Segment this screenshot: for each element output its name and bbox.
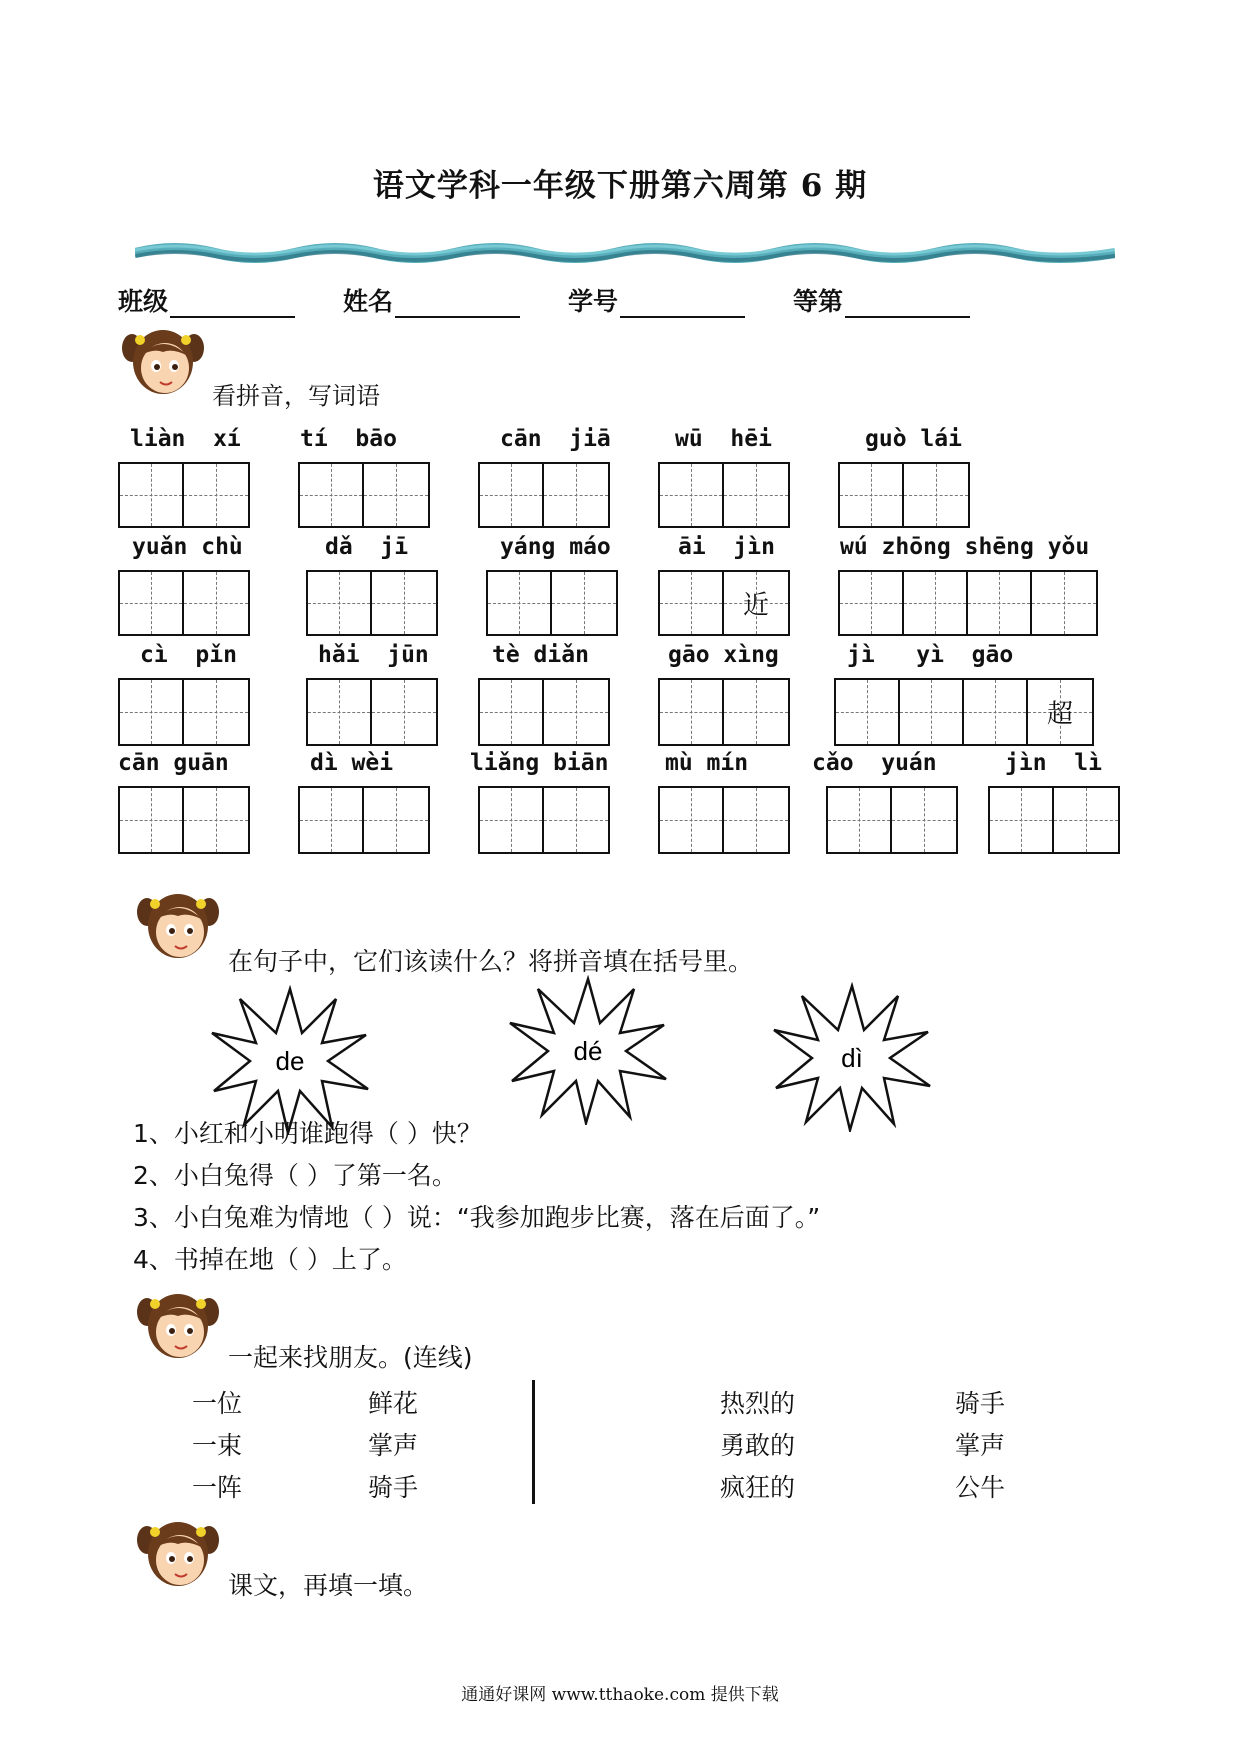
pinyin-label: jìn lì xyxy=(1005,750,1102,776)
option-label: dé xyxy=(573,1036,603,1066)
character-cell[interactable] xyxy=(660,572,724,634)
character-cell[interactable] xyxy=(724,788,788,852)
pinyin-label: cǎo yuán xyxy=(812,750,937,776)
character-cell[interactable] xyxy=(660,464,724,526)
character-writing-grid xyxy=(838,462,970,528)
match-word[interactable]: 一阵 xyxy=(192,1473,243,1502)
character-cell[interactable] xyxy=(308,572,372,634)
character-cell[interactable] xyxy=(544,788,608,852)
character-cell[interactable] xyxy=(120,680,184,744)
character-cell[interactable] xyxy=(1032,572,1096,634)
option-label: dì xyxy=(841,1043,863,1073)
character-cell[interactable] xyxy=(364,788,428,852)
pinyin-label: dǎ jī xyxy=(325,534,409,560)
character-writing-grid xyxy=(838,570,1098,636)
section4-instruction: 课文，再填一填。 xyxy=(228,1571,429,1600)
character-writing-grid xyxy=(826,786,958,854)
character-writing-grid xyxy=(298,462,430,528)
character-cell[interactable] xyxy=(480,788,544,852)
section2-instruction: 在句子中，它们该读什么？将拼音填在括号里。 xyxy=(228,947,754,976)
character-cell[interactable] xyxy=(1028,680,1092,744)
match-word[interactable]: 热烈的 xyxy=(720,1389,796,1418)
character-writing-grid xyxy=(118,570,250,636)
match-word[interactable]: 骑手 xyxy=(368,1473,419,1502)
pinyin-label: guò lái xyxy=(865,426,962,452)
number-blank[interactable] xyxy=(620,290,745,318)
pinyin-label: cān guān xyxy=(118,750,229,776)
character-cell[interactable] xyxy=(892,788,956,852)
character-cell[interactable] xyxy=(184,572,248,634)
character-writing-grid xyxy=(118,786,250,854)
character-cell[interactable] xyxy=(184,680,248,744)
page-title: 语文学科一年级下册第六周第 6 期 xyxy=(372,168,868,204)
character-writing-grid xyxy=(478,678,610,746)
pinyin-label: cì pǐn xyxy=(140,642,237,668)
match-word[interactable]: 一束 xyxy=(192,1431,243,1460)
character-writing-grid xyxy=(988,786,1120,854)
character-writing-grid xyxy=(306,570,438,636)
sentence-3: 3、小白兔难为情地（ ）说：“我参加跑步比赛，落在后面了。” xyxy=(133,1203,821,1232)
character-cell[interactable] xyxy=(120,464,184,526)
match-word[interactable]: 疯狂的 xyxy=(720,1473,796,1502)
class-label: 班级 xyxy=(118,287,169,316)
section1-instruction: 看拼音，写词语 xyxy=(212,382,380,410)
match-right-col1 xyxy=(720,1383,795,1509)
pinyin-label: yuǎn chù xyxy=(132,534,243,560)
character-cell[interactable] xyxy=(372,572,436,634)
match-right-col2 xyxy=(955,1383,1005,1509)
character-writing-grid xyxy=(658,786,790,854)
footer-text: 通通好课网 www.tthaoke.com 提供下载 xyxy=(461,1685,779,1705)
sentence-4: 4、书掉在地（ ）上了。 xyxy=(133,1245,407,1274)
pinyin-label: jì yì gāo xyxy=(847,642,1014,668)
name-field xyxy=(343,282,520,318)
grade-blank[interactable] xyxy=(845,290,970,318)
match-word[interactable]: 公牛 xyxy=(955,1473,1006,1502)
character-writing-grid xyxy=(658,678,790,746)
starburst-option-di xyxy=(772,982,932,1132)
character-cell[interactable] xyxy=(1054,788,1118,852)
character-cell[interactable] xyxy=(120,788,184,852)
character-writing-grid xyxy=(658,570,790,636)
pinyin-label: wū hēi xyxy=(675,426,772,452)
pinyin-label: yáng máo xyxy=(500,534,611,560)
option-label: de xyxy=(275,1046,305,1076)
character-cell[interactable] xyxy=(840,464,904,526)
sentence-1: 1、小红和小明谁跑得（ ）快？ xyxy=(133,1119,482,1148)
character-writing-grid xyxy=(478,786,610,854)
character-cell[interactable] xyxy=(480,464,544,526)
character-cell[interactable] xyxy=(904,464,968,526)
character-cell[interactable] xyxy=(480,680,544,744)
pinyin-label: hǎi jūn xyxy=(318,642,429,668)
character-cell[interactable] xyxy=(544,680,608,744)
character-writing-grid xyxy=(118,678,250,746)
character-cell[interactable] xyxy=(900,680,964,744)
character-cell[interactable] xyxy=(184,464,248,526)
character-cell[interactable] xyxy=(904,572,968,634)
match-word[interactable]: 掌声 xyxy=(955,1431,1006,1460)
character-writing-grid xyxy=(306,678,438,746)
character-cell[interactable] xyxy=(724,680,788,744)
character-cell[interactable] xyxy=(964,680,1028,744)
character-cell[interactable] xyxy=(552,572,616,634)
match-divider xyxy=(532,1380,535,1504)
decorative-wave-divider xyxy=(135,238,1115,268)
character-cell[interactable] xyxy=(300,788,364,852)
pinyin-label: liàn xí xyxy=(130,426,241,452)
class-field xyxy=(118,282,295,318)
pinyin-label: liǎng biān xyxy=(470,750,609,776)
match-left-col2 xyxy=(368,1383,418,1509)
character-cell[interactable] xyxy=(544,464,608,526)
class-blank[interactable] xyxy=(170,290,295,318)
character-cell[interactable] xyxy=(364,464,428,526)
section3-instruction: 一起来找朋友。(连线) xyxy=(228,1343,473,1372)
character-cell[interactable] xyxy=(372,680,436,744)
pinyin-label: gāo xìng xyxy=(668,642,779,668)
character-cell[interactable] xyxy=(184,788,248,852)
character-cell[interactable] xyxy=(968,572,1032,634)
match-word[interactable]: 鲜花 xyxy=(368,1389,419,1418)
sentence-2: 2、小白兔得（ ）了第一名。 xyxy=(133,1161,457,1190)
starburst-option-de2 xyxy=(508,975,668,1125)
character-cell[interactable] xyxy=(488,572,552,634)
given-character: 近 xyxy=(742,590,769,621)
pinyin-label: cān jiā xyxy=(500,426,611,452)
character-cell[interactable] xyxy=(300,464,364,526)
character-writing-grid xyxy=(118,462,250,528)
character-cell[interactable] xyxy=(120,572,184,634)
character-writing-grid xyxy=(478,462,610,528)
name-label: 姓名 xyxy=(343,287,394,316)
pinyin-label: tí bāo xyxy=(300,426,397,452)
character-writing-grid xyxy=(298,786,430,854)
character-cell[interactable] xyxy=(308,680,372,744)
girl-mascot-icon xyxy=(133,882,223,964)
character-cell[interactable] xyxy=(836,680,900,744)
character-cell[interactable] xyxy=(828,788,892,852)
character-cell[interactable] xyxy=(724,464,788,526)
grade-label: 等第 xyxy=(793,287,844,316)
character-writing-grid xyxy=(486,570,618,636)
character-cell[interactable] xyxy=(660,788,724,852)
girl-mascot-icon xyxy=(133,1510,223,1592)
match-word[interactable]: 掌声 xyxy=(368,1431,419,1460)
match-word[interactable]: 骑手 xyxy=(955,1389,1006,1418)
name-blank[interactable] xyxy=(395,290,520,318)
character-cell[interactable] xyxy=(660,680,724,744)
given-character: 超 xyxy=(1046,699,1073,730)
pinyin-label: mù mín xyxy=(665,750,749,776)
match-word[interactable]: 一位 xyxy=(192,1389,243,1418)
pinyin-label: tè diǎn xyxy=(492,642,589,668)
character-writing-grid xyxy=(658,462,790,528)
match-word[interactable]: 勇敢的 xyxy=(720,1431,796,1460)
character-writing-grid xyxy=(834,678,1094,746)
pinyin-label: dì wèi xyxy=(310,750,394,776)
pinyin-label: wú zhōng shēng yǒu xyxy=(840,534,1090,560)
character-cell[interactable] xyxy=(990,788,1054,852)
character-cell[interactable] xyxy=(840,572,904,634)
starburst-option-de xyxy=(210,985,370,1135)
character-cell[interactable] xyxy=(724,572,788,634)
pinyin-label: āi jìn xyxy=(678,534,775,560)
girl-mascot-icon xyxy=(118,318,208,400)
grade-field xyxy=(793,282,970,318)
girl-mascot-icon xyxy=(133,1282,223,1364)
number-label: 学号 xyxy=(568,287,619,316)
match-left-col1 xyxy=(192,1383,242,1509)
number-field xyxy=(568,282,745,318)
